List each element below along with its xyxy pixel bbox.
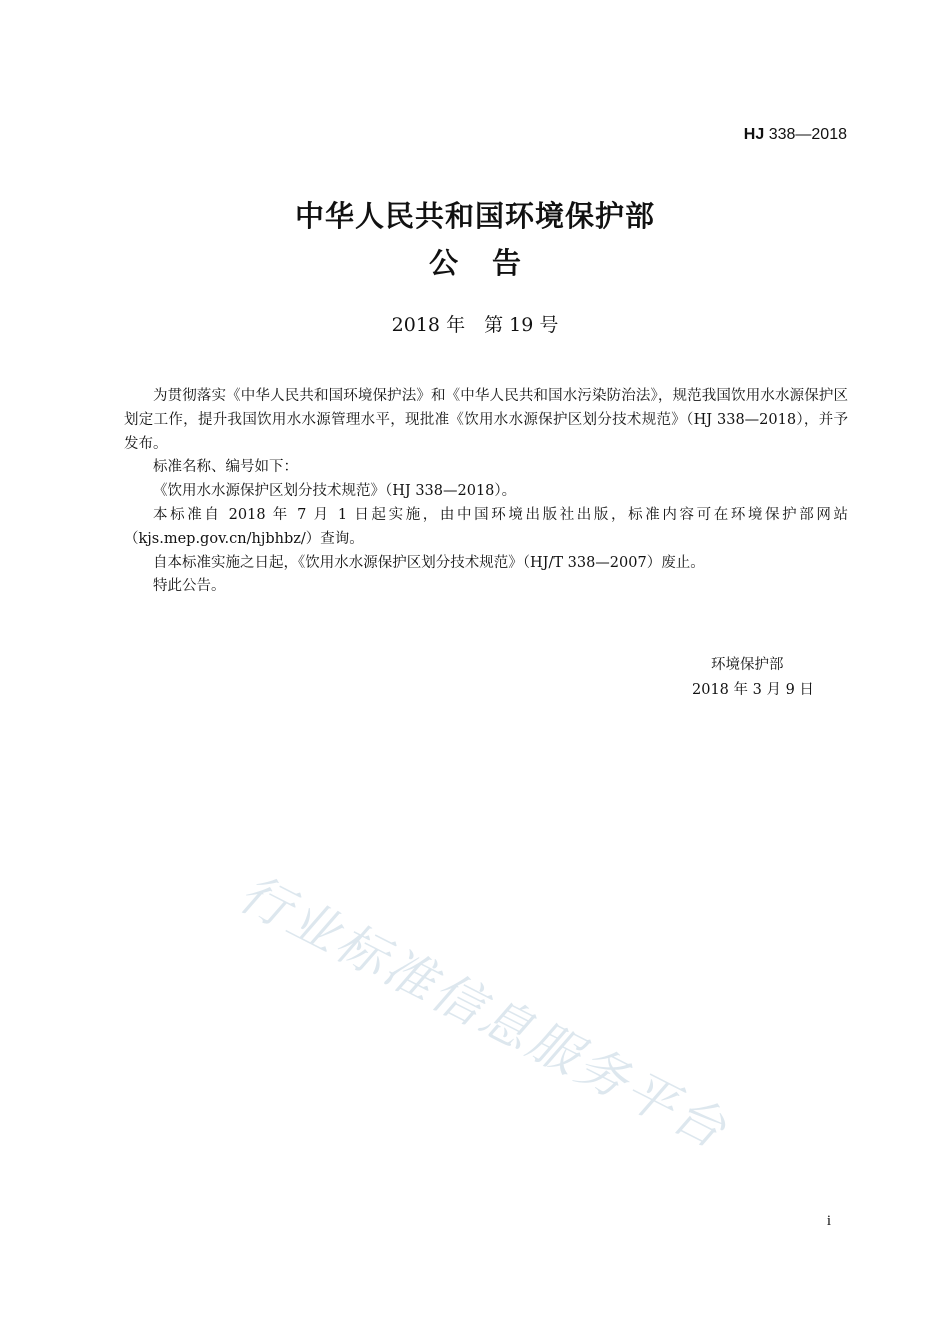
signature-block	[660, 653, 860, 703]
body-paragraph: 特此公告。	[153, 578, 226, 595]
standard-code-prefix: HJ	[743, 126, 765, 143]
issue-number: 2018 年 第 19 号	[391, 314, 559, 336]
signature-date: 2018 年 3 月 9 日	[692, 682, 814, 698]
announcement-body	[124, 385, 848, 599]
watermark: 行业标准信息服务平台	[230, 863, 738, 1161]
body-paragraph: 为贯彻落实《中华人民共和国环境保护法》和《中华人民共和国水污染防治法》，规范我国饮用水水源保护区划定工作，提升我国饮用水水源管理水平，现批准《饮用水水源保护区划分技术规范》（HJ 338—2018），并予发布。	[124, 388, 848, 452]
body-paragraph: 标准名称、编号如下：	[153, 459, 298, 476]
standard-code	[744, 126, 847, 144]
announcement-title: 公告	[428, 246, 555, 280]
standard-code-number: 338—2018	[768, 126, 847, 143]
body-paragraph: 《饮用水水源保护区划分技术规范》（HJ 338—2018）。	[153, 483, 517, 500]
body-paragraph: 本标准自 2018 年 7 月 1 日起实施，由中国环境出版社出版，标准内容可在环境保护部网站（kjs.mep.gov.cn/hjbhbz/）查询。	[124, 506, 848, 547]
body-paragraph: 自本标准实施之日起，《饮用水水源保护区划分技术规范》（HJ/T 338—2007）废止。	[153, 554, 705, 571]
page-number: i	[826, 1213, 831, 1229]
issuer-title: 中华人民共和国环境保护部	[294, 199, 655, 233]
signature-organization: 环境保护部	[711, 657, 784, 673]
